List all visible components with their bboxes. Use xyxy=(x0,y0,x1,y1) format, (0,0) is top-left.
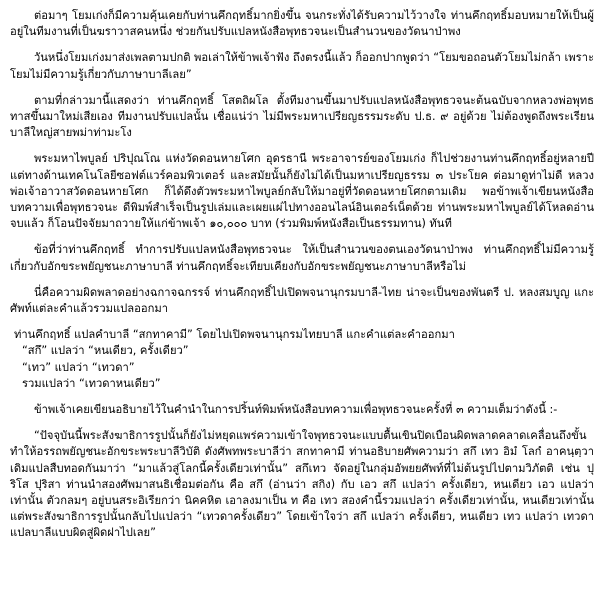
paragraph-4: พระมหาไพบูลย์ ปริปุณโณ แห่งวัดดอนหายโศก อุดรธานี พระอาจารย์ของโยมเก่ง ก็ไปช่วยงานท่านคึกฤทธิ์อยู่หลายปี แต่ทางด้านเทคโนโลยีซอฟต์แวร์คอมพิวเตอร์ และสมัยนั้นก็ยังไม่ได้เป็นมหาเปรียญธรรม ๓ ประโยค ต่อมาดูท่าไม่ดี หลวงพ่อเจ้าอาวาสวัดดอนหายโศก ก็ได้ดึงตัวพระมหาไพบูลย์กลับให้มาอยู่ที่วัดดอนหายโศกตามเดิม พอข้าพเจ้าเขียนหนังสือบทความเพื่อพุทธวจนะ ดีพิมพ์สำเร็จเป็นรูปเล่มและเผยแผ่ไปทางออนไลน์อินเตอร์เน็ตด้วย ท่านพระมหาไพบูลย์ได้โหลดอ่านจบแล้ว ก็โอนปัจจัยมาถวายให้แก่ข้าพเจ้า ๑๐,๐๐๐ บาท (ร่วมพิมพ์หนังสือเป็นธรรมทาน) ทันที xyxy=(10,152,594,231)
paragraph-1: ต่อมาๆ โยมเก่งก็มีความคุ้นเคยกับท่านคึกฤทธิ์มากยิ่งขึ้น จนกระทั่งได้รับความไว้วางใจ ท่านคึกฤทธิ์มอบหมายให้เป็นผู้อยู่ในทีมงานที่เป็นฆราวาสคนหนึ่ง ช่วยกันปรับแปลหนังสือพุทธวจนะเป็นสำนวนของวัดนาป่าพง xyxy=(10,9,594,39)
paragraph-6: นี่คือความผิดพลาดอย่างฉกาจฉกรรจ์ ท่านคึกฤทธิ์ไปเปิดพจนานุกรมบาลี-ไทย น่าจะเป็นของพันตรี ป. หลงสมบูญ แกะศัพท์แต่ละคำแล้วรวมแปลออกมา xyxy=(10,285,594,316)
definition-item-deva: “เทว” แปลว่า “เทวดา” xyxy=(22,360,135,374)
definition-intro: ท่านคึกฤทธิ์ แปลคำบาลี “สกทาคามี” โดยไปเปิดพจนานุกรมไทยบาลี แกะคำแต่ละคำออกมา xyxy=(14,328,455,342)
quoted-passage: “ปัจจุบันนี้พระสังฆาธิการรูปนั้นก็ยังไม่หยุดแพร่ความเข้าใจพุทธวจนะแบบตื้นเขินปิดเบือนผิดพลาดคลาดเคลื่อนถึงขั้นทำให้อรรถพยัญชนะอักขระพระบาลีวิบัติ ดังศัพทพระบาลีว่า สกทาคามี ท่านอธิบายศัพความว่า สกึ เทว อิมํ โลกํ อาคนฺตฺวา เดิมแปลสืบทอดกันมาว่า “มาแล้วสู่โลกนี้ครั้งเดียวเท่านั้น” สกึเทว จัดอยู่ในกลุ่มอัพยยศัพท์ที่ไม่ต้นรูปไปตามวิภัตติ เช่น ปุริโส ปุริสา ท่านนำสองศัพมาสนธิเชื่อมต่อกัน คือ สกึ (อ่านว่า สกิง) กับ เอว สกึ แปลว่า ครั้งเดียว, หนเดียว เอว แปลว่า เท่านั้น ตัวกลมๆ อยู่บนสระอิเรียกว่า นิคคหิต เอาลงมาเป็น ท คือ เทว สองคำนี้รวมแปลว่า ครั้งเดียวเท่านั้น, หนเดียวเท่านั้น แต่พระสังฆาธิการรูปนั้นกลับไปแปลว่า “เทวดาครั้งเดียว” โดยเข้าใจว่า สกึ แปลว่า ครั้งเดียว, หนเดียว เทว แปลว่า เทวดา แปลบาลีแบบผิดสู่ผิดฝาไปเลย” xyxy=(10,429,594,540)
definition-item-saki: “สกึ” แปลว่า “หนเดียว, ครั้งเดียว” xyxy=(22,344,189,358)
paragraph-3: ตามที่กล่าวมานี้แสดงว่า ท่านคึกฤทธิ์ โสตถิผโล ตั้งทีมงานขึ้นมาปรับแปลหนังสือพุทธวจนะต้นฉบับจากหลวงพ่อพุทธทาสขึ้นมาใหม่เสียเอง ทีมงานปรับแปลนั้น เชื่อแน่ว่า ไม่มีพระมหาเปรียญธรรมระดับ ป.ธ. ๙ อยู่ด้วย ไม่ต้องพูดถึงพระเรียนบาลีใหญ่สายพม่าท่ามะโง xyxy=(10,93,594,140)
quote-lead: ข้าพเจ้าเคยเขียนอธิบายไว้ในคำนำในการปริ้นท์พิมพ์หนังสือบทความเพื่อพุทธวจนะครั้งที่ ๓ ความเต็มว่าดังนี้ :- xyxy=(34,403,558,417)
paragraph-2: วันหนึ่งโยมเก่งมาส่งเพลตามปกติ พอเล่าให้ข้าพเจ้าฟัง ถึงตรงนี้แล้ว ก็ออกปากพูดว่า “โยมขอถอนตัวโยมไม่กล้า เพราะโยมไม่มีความรู้เกี่ยวกับภาษาบาลีเลย” xyxy=(10,51,594,81)
definition-list xyxy=(10,327,594,392)
paragraph-5: ข้อที่ว่าท่านคึกฤทธิ์ ทำการปรับแปลหนังสือพุทธวจนะ ให้เป็นสำนวนของตนเองวัดนาป่าพง ท่านคึกฤทธิ์ไม่มีความรู้เกี่ยวกับอักขระพยัญชนะภาษาบาลี ท่านคึกฤทธิ์จะเทียบเคียงกับอักขระพยัญชนะภาษาบาลีหรือไม่ xyxy=(10,243,594,273)
definition-item-combined: รวมแปลว่า “เทวดาหนเดียว” xyxy=(22,376,161,390)
